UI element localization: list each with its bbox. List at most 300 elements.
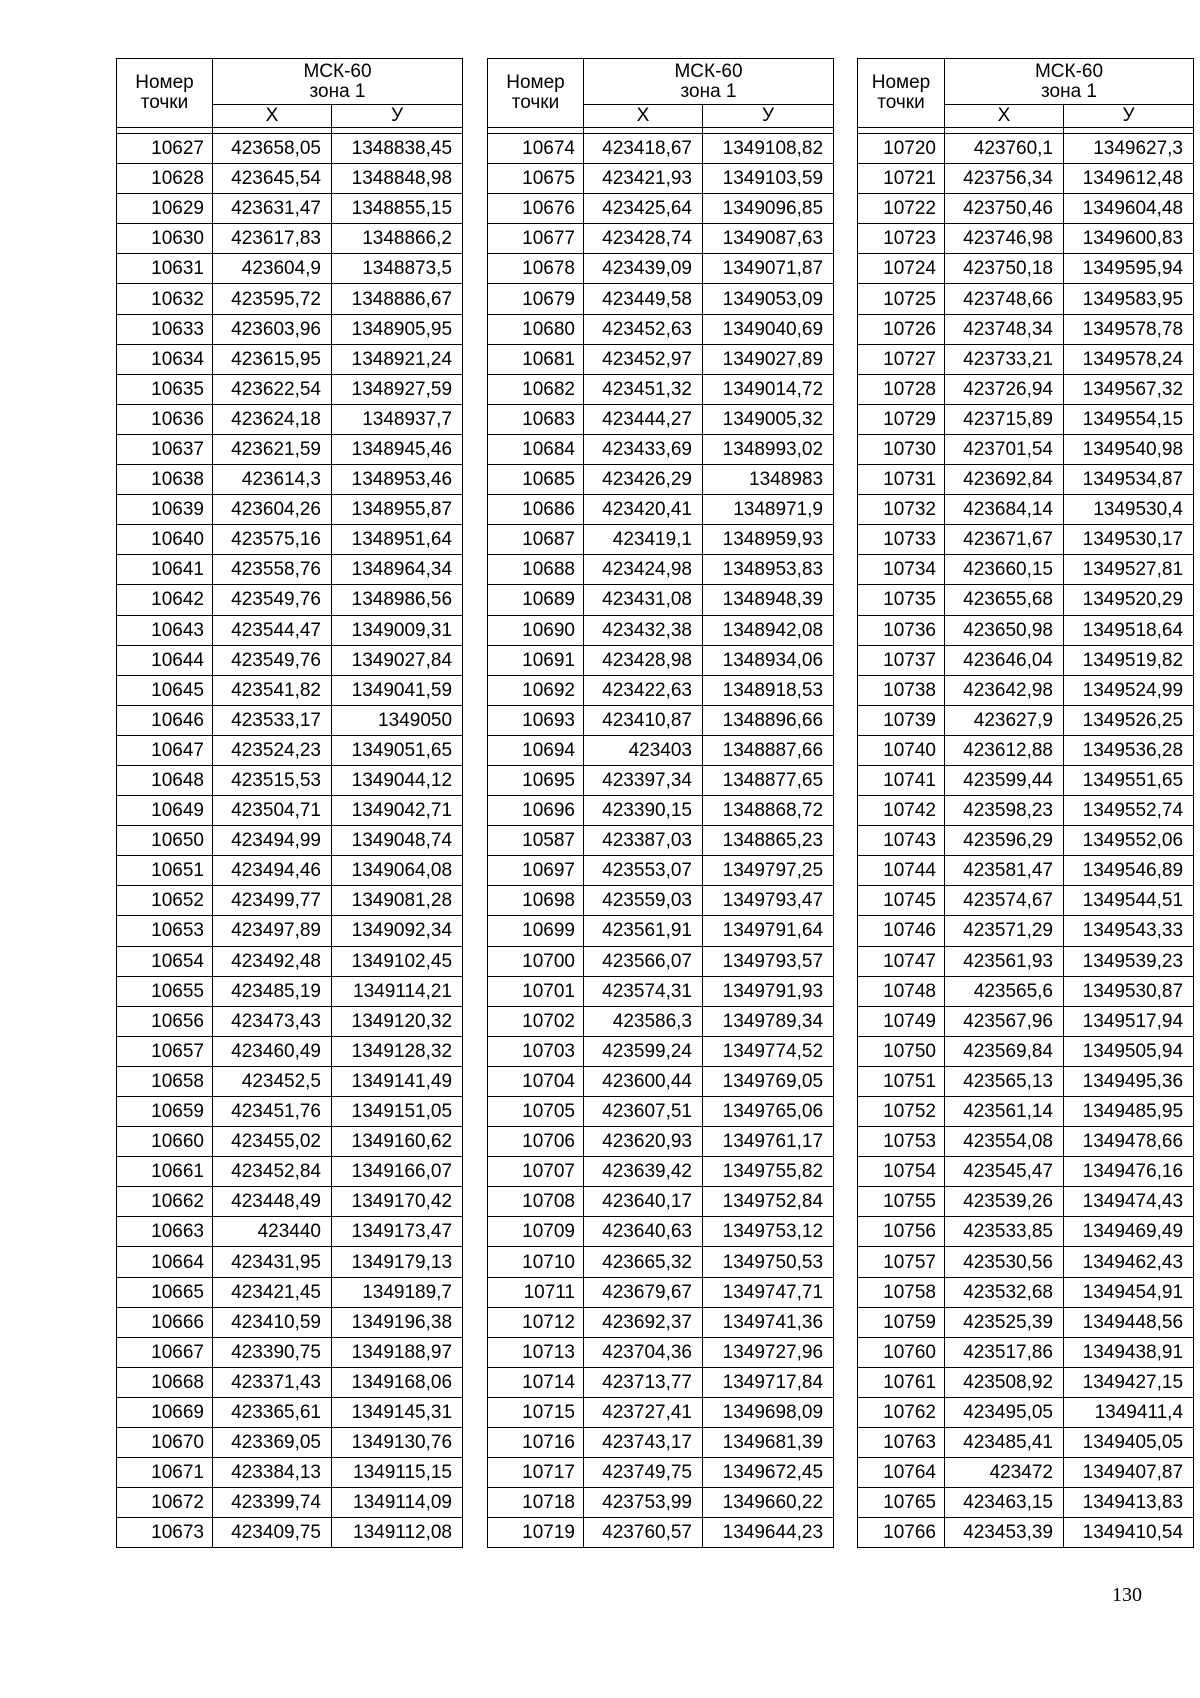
y-coordinate-cell: 1348927,59: [332, 374, 463, 404]
point-number-cell: 10691: [488, 645, 584, 675]
table-row: [858, 645, 1194, 675]
table-row: [488, 946, 834, 976]
table-row: [488, 1367, 834, 1397]
table-row: [117, 164, 463, 194]
x-coordinate-cell: 423390,15: [584, 796, 703, 826]
x-coordinate-cell: 423440: [213, 1217, 332, 1247]
x-coordinate-cell: 423499,77: [213, 886, 332, 916]
table-row: [858, 1006, 1194, 1036]
point-number-cell: 10726: [858, 314, 945, 344]
table-row: [488, 645, 834, 675]
point-number-cell: 10633: [117, 314, 213, 344]
y-coordinate-cell: 1348896,66: [703, 705, 834, 735]
x-coordinate-cell: 423622,54: [213, 374, 332, 404]
x-coordinate-cell: 423397,34: [584, 765, 703, 795]
y-coordinate-cell: 1349413,83: [1064, 1488, 1194, 1518]
y-coordinate-cell: 1348951,64: [332, 525, 463, 555]
table-row: [488, 856, 834, 886]
y-coordinate-cell: 1348838,45: [332, 134, 463, 164]
point-number-cell: 10739: [858, 705, 945, 735]
x-coordinate-cell: 423549,76: [213, 585, 332, 615]
y-coordinate-cell: 1349166,07: [332, 1157, 463, 1187]
x-coordinate-cell: 423497,89: [213, 916, 332, 946]
table-row: [117, 555, 463, 585]
point-number-cell: 10707: [488, 1157, 584, 1187]
y-coordinate-cell: 1349717,84: [703, 1367, 834, 1397]
coordinate-system-header: МСК-60 зона 1: [213, 59, 463, 105]
y-coordinate-cell: 1349048,74: [332, 826, 463, 856]
y-coordinate-cell: 1349527,81: [1064, 555, 1194, 585]
x-coordinate-cell: 423559,03: [584, 886, 703, 916]
x-coordinate-cell: 423410,59: [213, 1307, 332, 1337]
point-number-cell: 10684: [488, 434, 584, 464]
x-coordinate-cell: 423571,29: [945, 916, 1064, 946]
table-row: [488, 374, 834, 404]
y-coordinate-cell: 1349410,54: [1064, 1518, 1194, 1548]
point-number-cell: 10587: [488, 826, 584, 856]
x-coordinate-cell: 423492,48: [213, 946, 332, 976]
point-number-cell: 10659: [117, 1097, 213, 1127]
point-number-cell: 10646: [117, 705, 213, 735]
point-number-cell: 10678: [488, 254, 584, 284]
table-row: [117, 1157, 463, 1187]
table-row: [117, 1006, 463, 1036]
x-coordinate-cell: 423561,91: [584, 916, 703, 946]
point-number-cell: 10662: [117, 1187, 213, 1217]
x-coordinate-cell: 423494,99: [213, 826, 332, 856]
point-number-cell: 10738: [858, 675, 945, 705]
point-number-cell: 10629: [117, 194, 213, 224]
point-number-cell: 10650: [117, 826, 213, 856]
x-coordinate-cell: 423553,07: [584, 856, 703, 886]
x-coordinate-cell: 423403: [584, 735, 703, 765]
y-coordinate-cell: 1349789,34: [703, 1006, 834, 1036]
table-row: [858, 1518, 1194, 1548]
point-number-cell: 10630: [117, 224, 213, 254]
x-coordinate-cell: 423421,45: [213, 1277, 332, 1307]
table-row: [117, 705, 463, 735]
point-number-cell: 10714: [488, 1367, 584, 1397]
y-coordinate-cell: 1348918,53: [703, 675, 834, 705]
table-row: [858, 796, 1194, 826]
table-row: [488, 916, 834, 946]
table-row: [488, 224, 834, 254]
table-row: [488, 1337, 834, 1367]
point-number-cell: 10731: [858, 465, 945, 495]
x-coordinate-cell: 423517,86: [945, 1337, 1064, 1367]
point-number-cell: 10735: [858, 585, 945, 615]
x-coordinate-cell: 423646,04: [945, 645, 1064, 675]
y-coordinate-cell: 1348955,87: [332, 495, 463, 525]
point-number-cell: 10682: [488, 374, 584, 404]
table-row: [858, 826, 1194, 856]
point-number-cell: 10683: [488, 404, 584, 434]
y-coordinate-cell: 1348848,98: [332, 164, 463, 194]
point-number-cell: 10733: [858, 525, 945, 555]
y-coordinate-cell: 1348937,7: [332, 404, 463, 434]
y-coordinate-cell: 1349797,25: [703, 856, 834, 886]
x-coordinate-cell: 423727,41: [584, 1397, 703, 1427]
x-coordinate-cell: 423452,97: [584, 344, 703, 374]
point-number-cell: 10648: [117, 765, 213, 795]
x-coordinate-cell: 423504,71: [213, 796, 332, 826]
table-row: [488, 1428, 834, 1458]
y-coordinate-cell: 1349791,64: [703, 916, 834, 946]
table-row: [488, 134, 834, 164]
point-number-cell: 10652: [117, 886, 213, 916]
point-number-cell: 10642: [117, 585, 213, 615]
table-row: [488, 1066, 834, 1096]
point-number-cell: 10734: [858, 555, 945, 585]
y-coordinate-cell: 1349543,33: [1064, 916, 1194, 946]
point-number-cell: 10660: [117, 1127, 213, 1157]
table-row: [488, 735, 834, 765]
y-coordinate-cell: 1349120,32: [332, 1006, 463, 1036]
x-coordinate-cell: 423612,88: [945, 735, 1064, 765]
y-coordinate-cell: 1349600,83: [1064, 224, 1194, 254]
y-coordinate-cell: 1349474,43: [1064, 1187, 1194, 1217]
x-coordinate-cell: 423428,74: [584, 224, 703, 254]
x-coordinate-cell: 423431,08: [584, 585, 703, 615]
y-coordinate-cell: 1349578,78: [1064, 314, 1194, 344]
point-number-cell: 10636: [117, 404, 213, 434]
table-row: [858, 314, 1194, 344]
y-coordinate-cell: 1349469,49: [1064, 1217, 1194, 1247]
table-row: [117, 284, 463, 314]
x-coordinate-cell: 423692,84: [945, 465, 1064, 495]
point-number-cell: 10677: [488, 224, 584, 254]
point-number-cell: 10698: [488, 886, 584, 916]
x-coordinate-cell: 423684,14: [945, 495, 1064, 525]
x-coordinate-cell: 423586,3: [584, 1006, 703, 1036]
point-number-cell: 10712: [488, 1307, 584, 1337]
x-coordinate-cell: 423449,58: [584, 284, 703, 314]
table-row: [117, 1337, 463, 1367]
point-number-cell: 10705: [488, 1097, 584, 1127]
x-coordinate-cell: 423603,96: [213, 314, 332, 344]
y-coordinate-cell: 1349438,91: [1064, 1337, 1194, 1367]
y-coordinate-cell: 1349793,47: [703, 886, 834, 916]
table-row: [117, 465, 463, 495]
y-coordinate-cell: 1348983: [703, 465, 834, 495]
table-row: [488, 1036, 834, 1066]
table-row: [117, 1247, 463, 1277]
point-number-cell: 10632: [117, 284, 213, 314]
x-coordinate-cell: 423756,34: [945, 164, 1064, 194]
point-number-cell: 10666: [117, 1307, 213, 1337]
point-number-cell: 10724: [858, 254, 945, 284]
x-coordinate-cell: 423748,66: [945, 284, 1064, 314]
y-coordinate-cell: 1349750,53: [703, 1247, 834, 1277]
y-coordinate-cell: 1349681,39: [703, 1428, 834, 1458]
table-row: [117, 1428, 463, 1458]
table-row: [117, 495, 463, 525]
point-number-cell: 10704: [488, 1066, 584, 1096]
x-coordinate-cell: 423624,18: [213, 404, 332, 434]
table-row: [117, 314, 463, 344]
point-number-cell: 10746: [858, 916, 945, 946]
point-number-cell: 10748: [858, 976, 945, 1006]
x-coordinate-cell: 423452,63: [584, 314, 703, 344]
point-number-cell: 10706: [488, 1127, 584, 1157]
point-number-cell: 10752: [858, 1097, 945, 1127]
point-number-cell: 10649: [117, 796, 213, 826]
point-number-cell: 10765: [858, 1488, 945, 1518]
point-number-cell: 10655: [117, 976, 213, 1006]
x-coordinate-cell: 423596,29: [945, 826, 1064, 856]
x-coordinate-cell: 423530,56: [945, 1247, 1064, 1277]
x-coordinate-cell: 423432,38: [584, 615, 703, 645]
point-number-cell: 10721: [858, 164, 945, 194]
point-number-cell: 10760: [858, 1337, 945, 1367]
y-column-header: У: [703, 105, 834, 128]
y-coordinate-cell: 1349145,31: [332, 1397, 463, 1427]
y-coordinate-cell: 1349747,71: [703, 1277, 834, 1307]
table-row: [117, 1397, 463, 1427]
x-coordinate-cell: 423645,54: [213, 164, 332, 194]
table-row: [488, 254, 834, 284]
point-number-cell: 10717: [488, 1458, 584, 1488]
table-row: [117, 826, 463, 856]
coordinate-system-header: МСК-60 зона 1: [945, 59, 1194, 105]
y-coordinate-cell: 1349727,96: [703, 1337, 834, 1367]
point-number-cell: 10641: [117, 555, 213, 585]
table-row: [488, 976, 834, 1006]
table-row: [858, 134, 1194, 164]
y-coordinate-cell: 1349081,28: [332, 886, 463, 916]
point-number-cell: 10690: [488, 615, 584, 645]
table-row: [117, 735, 463, 765]
y-coordinate-cell: 1349044,12: [332, 765, 463, 795]
table-row: [117, 1036, 463, 1066]
point-number-cell: 10656: [117, 1006, 213, 1036]
y-coordinate-cell: 1349517,94: [1064, 1006, 1194, 1036]
y-coordinate-cell: 1348873,5: [332, 254, 463, 284]
x-coordinate-cell: 423713,77: [584, 1367, 703, 1397]
x-coordinate-cell: 423627,9: [945, 705, 1064, 735]
table-row: [117, 856, 463, 886]
point-number-cell: 10694: [488, 735, 584, 765]
table-row: [488, 1157, 834, 1187]
y-coordinate-cell: 1349071,87: [703, 254, 834, 284]
y-coordinate-cell: 1349761,17: [703, 1127, 834, 1157]
x-coordinate-cell: 423704,36: [584, 1337, 703, 1367]
table-row: [858, 1036, 1194, 1066]
table-row: [858, 1127, 1194, 1157]
x-coordinate-cell: 423750,46: [945, 194, 1064, 224]
x-coordinate-cell: 423431,95: [213, 1247, 332, 1277]
y-coordinate-cell: 1349160,62: [332, 1127, 463, 1157]
y-coordinate-cell: 1349578,24: [1064, 344, 1194, 374]
y-coordinate-cell: 1349505,94: [1064, 1036, 1194, 1066]
table-row: [488, 434, 834, 464]
table-row: [858, 344, 1194, 374]
y-coordinate-cell: 1348959,93: [703, 525, 834, 555]
x-coordinate-cell: 423642,98: [945, 675, 1064, 705]
point-number-cell: 10635: [117, 374, 213, 404]
table-row: [117, 946, 463, 976]
table-row: [488, 284, 834, 314]
x-coordinate-cell: 423607,51: [584, 1097, 703, 1127]
table-row: [488, 796, 834, 826]
point-number-cell: 10669: [117, 1397, 213, 1427]
point-number-cell: 10725: [858, 284, 945, 314]
x-coordinate-cell: 423715,89: [945, 404, 1064, 434]
y-coordinate-cell: 1349103,59: [703, 164, 834, 194]
point-number-cell: 10643: [117, 615, 213, 645]
table-row: [488, 465, 834, 495]
point-number-cell: 10667: [117, 1337, 213, 1367]
x-coordinate-cell: 423595,72: [213, 284, 332, 314]
table-row: [858, 916, 1194, 946]
point-number-cell: 10740: [858, 735, 945, 765]
point-number-cell: 10763: [858, 1428, 945, 1458]
x-coordinate-cell: 423621,59: [213, 434, 332, 464]
y-coordinate-cell: 1349791,93: [703, 976, 834, 1006]
x-coordinate-cell: 423701,54: [945, 434, 1064, 464]
x-coordinate-cell: 423604,9: [213, 254, 332, 284]
table-row: [858, 194, 1194, 224]
x-coordinate-cell: 423620,93: [584, 1127, 703, 1157]
table-row: [488, 585, 834, 615]
x-coordinate-cell: 423599,24: [584, 1036, 703, 1066]
y-coordinate-cell: 1349168,06: [332, 1367, 463, 1397]
x-coordinate-cell: 423494,46: [213, 856, 332, 886]
point-number-cell: 10719: [488, 1518, 584, 1548]
x-coordinate-cell: 423692,37: [584, 1307, 703, 1337]
x-coordinate-cell: 423448,49: [213, 1187, 332, 1217]
y-coordinate-cell: 1349114,09: [332, 1488, 463, 1518]
y-coordinate-cell: 1349151,05: [332, 1097, 463, 1127]
y-coordinate-cell: 1348855,15: [332, 194, 463, 224]
y-coordinate-cell: 1349014,72: [703, 374, 834, 404]
table-row: [488, 705, 834, 735]
point-number-cell: 10743: [858, 826, 945, 856]
point-number-cell: 10753: [858, 1127, 945, 1157]
table-row: [858, 1428, 1194, 1458]
point-number-cell: 10628: [117, 164, 213, 194]
y-coordinate-cell: 1349189,7: [332, 1277, 463, 1307]
table-row: [488, 495, 834, 525]
point-number-cell: 10758: [858, 1277, 945, 1307]
point-number-header: Номер точки: [858, 59, 945, 128]
point-number-cell: 10640: [117, 525, 213, 555]
point-number-cell: 10761: [858, 1367, 945, 1397]
point-number-cell: 10757: [858, 1247, 945, 1277]
x-column-header: Х: [213, 105, 332, 128]
table-row: [488, 1307, 834, 1337]
point-number-cell: 10685: [488, 465, 584, 495]
y-coordinate-cell: 1349524,99: [1064, 675, 1194, 705]
x-coordinate-cell: 423567,96: [945, 1006, 1064, 1036]
table-row: [117, 675, 463, 705]
point-number-cell: 10695: [488, 765, 584, 795]
y-coordinate-cell: 1349769,05: [703, 1066, 834, 1096]
x-coordinate-cell: 423671,67: [945, 525, 1064, 555]
point-number-cell: 10732: [858, 495, 945, 525]
point-number-cell: 10637: [117, 434, 213, 464]
table-row: [488, 826, 834, 856]
table-row: [488, 615, 834, 645]
x-coordinate-cell: 423452,84: [213, 1157, 332, 1187]
y-coordinate-cell: 1349102,45: [332, 946, 463, 976]
y-coordinate-cell: 1349755,82: [703, 1157, 834, 1187]
x-coordinate-cell: 423532,68: [945, 1277, 1064, 1307]
y-coordinate-cell: 1349698,09: [703, 1397, 834, 1427]
point-number-cell: 10749: [858, 1006, 945, 1036]
coordinates-table-1: [116, 58, 463, 1548]
point-number-cell: 10727: [858, 344, 945, 374]
point-number-cell: 10675: [488, 164, 584, 194]
point-number-cell: 10756: [858, 1217, 945, 1247]
x-coordinate-cell: 423421,93: [584, 164, 703, 194]
x-coordinate-cell: 423463,15: [945, 1488, 1064, 1518]
table-row: [488, 1458, 834, 1488]
point-number-cell: 10718: [488, 1488, 584, 1518]
x-coordinate-cell: 423743,17: [584, 1428, 703, 1458]
table-row: [488, 1488, 834, 1518]
y-coordinate-cell: 1348886,67: [332, 284, 463, 314]
x-coordinate-cell: 423753,99: [584, 1488, 703, 1518]
x-coordinate-cell: 423733,21: [945, 344, 1064, 374]
y-coordinate-cell: 1348948,39: [703, 585, 834, 615]
y-coordinate-cell: 1349027,84: [332, 645, 463, 675]
table-row: [488, 886, 834, 916]
table-row: [858, 1488, 1194, 1518]
point-number-cell: 10687: [488, 525, 584, 555]
x-coordinate-cell: 423410,87: [584, 705, 703, 735]
x-coordinate-cell: 423574,67: [945, 886, 1064, 916]
x-coordinate-cell: 423545,47: [945, 1157, 1064, 1187]
x-coordinate-cell: 423473,43: [213, 1006, 332, 1036]
y-coordinate-cell: 1349448,56: [1064, 1307, 1194, 1337]
point-number-cell: 10722: [858, 194, 945, 224]
y-coordinate-cell: 1349534,87: [1064, 465, 1194, 495]
y-coordinate-cell: 1349604,48: [1064, 194, 1194, 224]
point-number-cell: 10638: [117, 465, 213, 495]
point-number-cell: 10688: [488, 555, 584, 585]
y-coordinate-cell: 1349173,47: [332, 1217, 463, 1247]
point-number-cell: 10720: [858, 134, 945, 164]
table-row: [858, 1247, 1194, 1277]
y-coordinate-cell: 1349042,71: [332, 796, 463, 826]
x-coordinate-cell: 423561,14: [945, 1097, 1064, 1127]
y-coordinate-cell: 1348945,46: [332, 434, 463, 464]
point-number-cell: 10700: [488, 946, 584, 976]
point-number-cell: 10647: [117, 735, 213, 765]
x-coordinate-cell: 423495,05: [945, 1397, 1064, 1427]
x-coordinate-cell: 423565,13: [945, 1066, 1064, 1096]
y-coordinate-cell: 1349530,17: [1064, 525, 1194, 555]
point-number-cell: 10651: [117, 856, 213, 886]
x-coordinate-cell: 423640,63: [584, 1217, 703, 1247]
y-coordinate-cell: 1349672,45: [703, 1458, 834, 1488]
x-coordinate-cell: 423558,76: [213, 555, 332, 585]
x-coordinate-cell: 423460,49: [213, 1036, 332, 1066]
y-coordinate-cell: 1348866,2: [332, 224, 463, 254]
table-row: [488, 1518, 834, 1548]
y-coordinate-cell: 1349096,85: [703, 194, 834, 224]
x-coordinate-cell: 423419,1: [584, 525, 703, 555]
y-coordinate-cell: 1349427,15: [1064, 1367, 1194, 1397]
y-coordinate-cell: 1349544,51: [1064, 886, 1194, 916]
point-number-cell: 10701: [488, 976, 584, 1006]
coordinate-system-header: МСК-60 зона 1: [584, 59, 834, 105]
x-coordinate-cell: 423455,02: [213, 1127, 332, 1157]
y-coordinate-cell: 1348971,9: [703, 495, 834, 525]
point-number-cell: 10696: [488, 796, 584, 826]
y-column-header: У: [1064, 105, 1194, 128]
